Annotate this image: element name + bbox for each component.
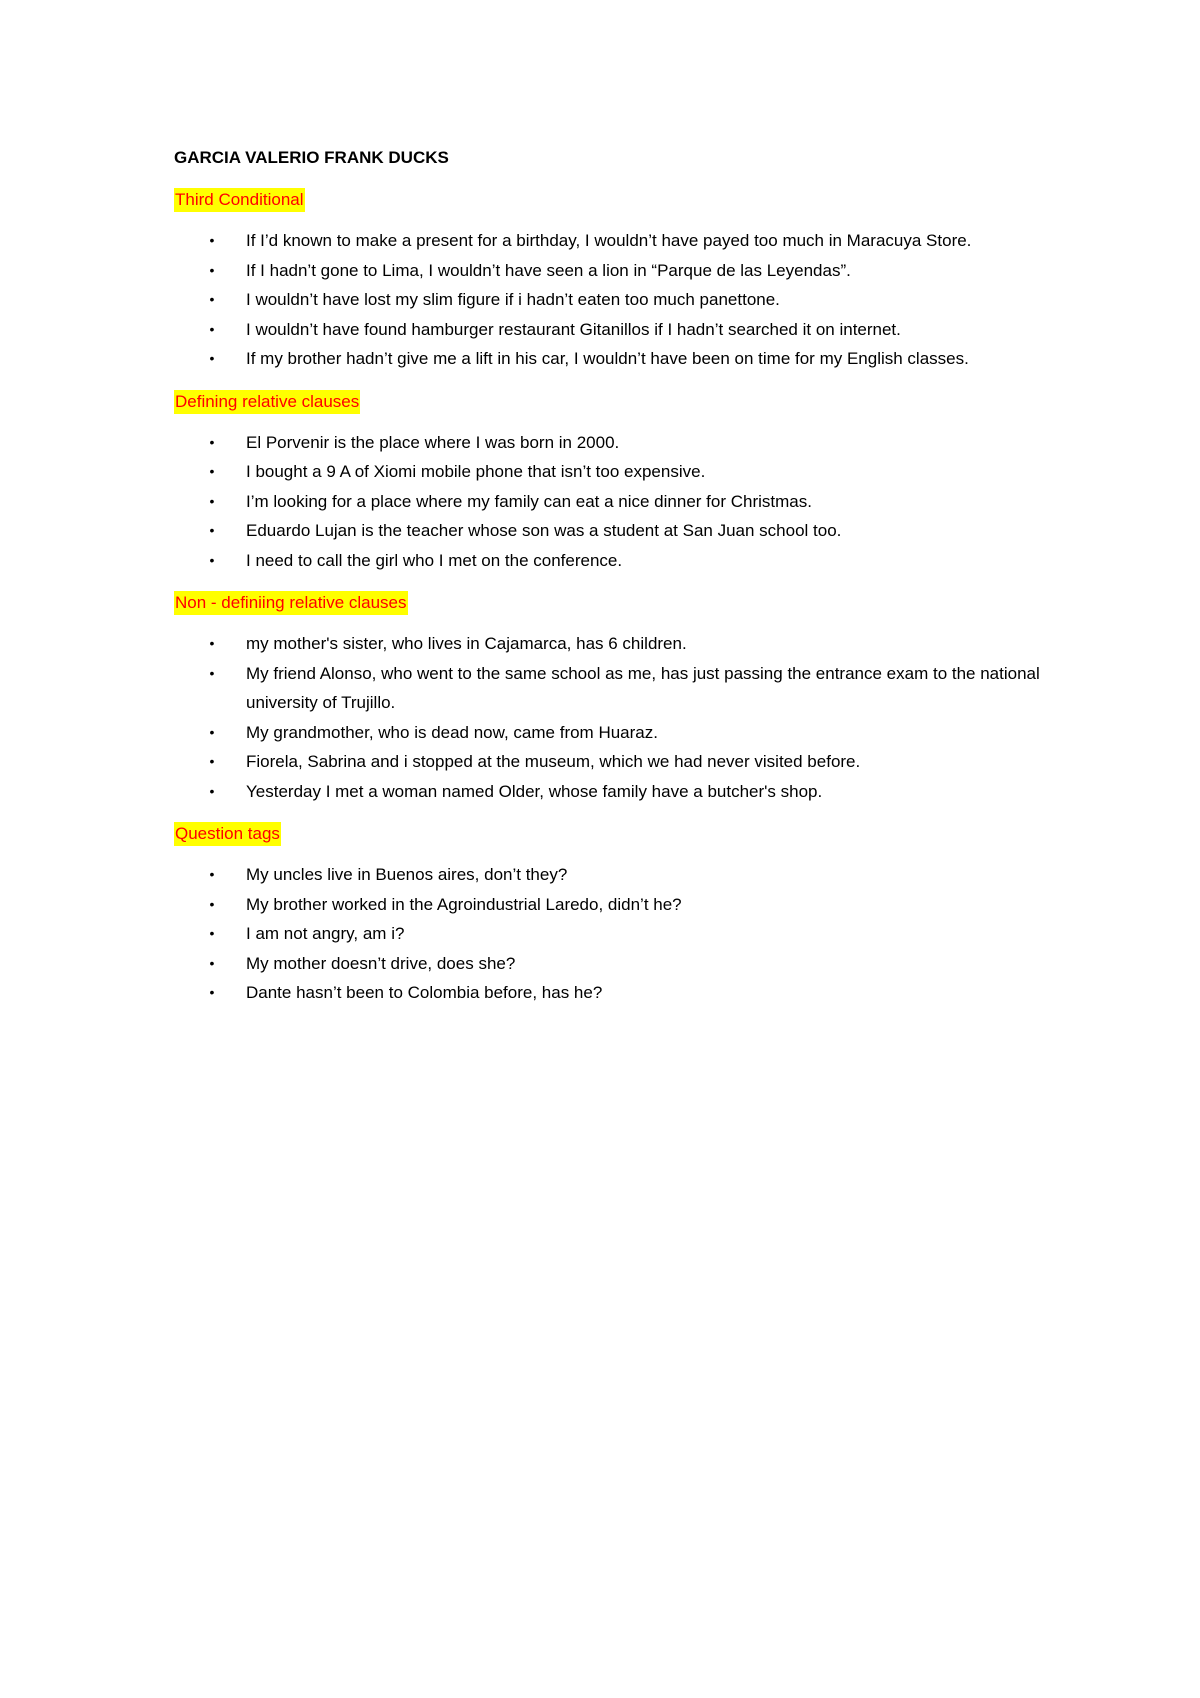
bullet-icon: •	[209, 866, 215, 882]
bullet-icon: •	[209, 463, 215, 479]
list-item	[174, 546, 1054, 576]
document-title: GARCIA VALERIO FRANK DUCKS	[174, 148, 449, 167]
bullet-icon: •	[209, 492, 215, 509]
list-item-text: My brother worked in the Agroindustrial Laredo, didn’t he?	[246, 894, 682, 914]
section	[174, 188, 1054, 374]
bullet-icon: •	[209, 753, 215, 769]
section-heading: Defining relative clauses	[174, 390, 360, 414]
section	[174, 591, 1054, 806]
list-item	[174, 487, 1054, 517]
list-item-text: If my brother hadn’t give me a lift in his car, I wouldn’t have been on time for my English classes.	[246, 349, 969, 368]
list-item-text: Fiorela, Sabrina and i stopped at the museum, which we had never visited before.	[246, 752, 861, 771]
section-heading: Question tags	[174, 822, 281, 846]
bullet-icon: •	[209, 232, 215, 248]
bullet-icon: •	[209, 635, 215, 651]
list-item	[174, 344, 1054, 374]
bullet-list	[174, 428, 1054, 576]
list-item	[174, 285, 1054, 315]
section-heading: Non - definiing relative clauses	[174, 591, 408, 615]
section-heading-row	[174, 188, 1054, 226]
bullet-list	[174, 629, 1054, 806]
list-item-text: my mother's sister, who lives in Cajamarca, has 6 children.	[246, 634, 687, 653]
list-item	[174, 860, 1054, 890]
list-item	[174, 256, 1054, 286]
list-item	[174, 777, 1054, 807]
bullet-icon: •	[209, 664, 215, 681]
bullet-icon: •	[209, 350, 215, 366]
list-item-text: Eduardo Lujan is the teacher whose son was a student at San Juan school too.	[246, 521, 842, 540]
list-item-text: My friend Alonso, who went to the same school as me, has just passing the entrance exam to the national university of Trujillo.	[246, 663, 1040, 712]
section-heading-row	[174, 390, 1054, 428]
bullet-icon: •	[209, 551, 215, 568]
list-item-text: If I hadn’t gone to Lima, I wouldn’t have seen a lion in “Parque de las Leyendas”.	[246, 260, 851, 280]
list-item	[174, 516, 1054, 546]
list-item	[174, 315, 1054, 345]
list-item	[174, 718, 1054, 748]
list-item-text: El Porvenir is the place where I was born in 2000.	[246, 432, 620, 452]
bullet-list	[174, 226, 1054, 374]
list-item-text: I wouldn’t have lost my slim figure if i hadn’t eaten too much panettone.	[246, 290, 780, 309]
bullet-icon: •	[209, 954, 215, 971]
list-item-text: I need to call the girl who I met on the conference.	[246, 550, 623, 570]
list-item	[174, 919, 1054, 949]
bullet-icon: •	[209, 261, 215, 278]
section-heading-row	[174, 591, 1054, 629]
section	[174, 822, 1054, 1008]
bullet-icon: •	[209, 895, 215, 912]
bullet-icon: •	[209, 984, 215, 1000]
list-item	[174, 457, 1054, 487]
list-item	[174, 629, 1054, 659]
bullet-icon: •	[209, 320, 215, 337]
list-item-text: If I’d known to make a present for a birthday, I wouldn’t have payed too much in Maracuya Store.	[246, 231, 972, 250]
list-item-text: I bought a 9 A of Xiomi mobile phone that isn’t too expensive.	[246, 462, 706, 481]
sections-container	[174, 188, 1054, 1008]
list-item-text: Yesterday I met a woman named Older, whose family have a butcher's shop.	[246, 781, 823, 801]
bullet-list	[174, 860, 1054, 1008]
list-item	[174, 659, 1054, 718]
document-content	[174, 146, 1054, 1024]
list-item	[174, 978, 1054, 1008]
section-heading-row	[174, 822, 1054, 860]
bullet-icon: •	[209, 723, 215, 740]
list-item-text: My uncles live in Buenos aires, don’t they?	[246, 865, 568, 884]
list-item-text: I am not angry, am i?	[246, 924, 405, 943]
list-item-text: My grandmother, who is dead now, came from Huaraz.	[246, 722, 658, 742]
list-item	[174, 226, 1054, 256]
bullet-icon: •	[209, 522, 215, 538]
list-item	[174, 747, 1054, 777]
section-heading: Third Conditional	[174, 188, 305, 212]
list-item	[174, 890, 1054, 920]
list-item-text: I wouldn’t have found hamburger restaurant Gitanillos if I hadn’t searched it on internet.	[246, 319, 901, 339]
section	[174, 390, 1054, 576]
list-item-text: Dante hasn’t been to Colombia before, has he?	[246, 983, 603, 1002]
list-item-text: My mother doesn’t drive, does she?	[246, 953, 516, 973]
list-item-text: I’m looking for a place where my family can eat a nice dinner for Christmas.	[246, 491, 812, 511]
bullet-icon: •	[209, 925, 215, 941]
list-item	[174, 428, 1054, 458]
bullet-icon: •	[209, 433, 215, 450]
bullet-icon: •	[209, 782, 215, 799]
bullet-icon: •	[209, 291, 215, 307]
list-item	[174, 949, 1054, 979]
